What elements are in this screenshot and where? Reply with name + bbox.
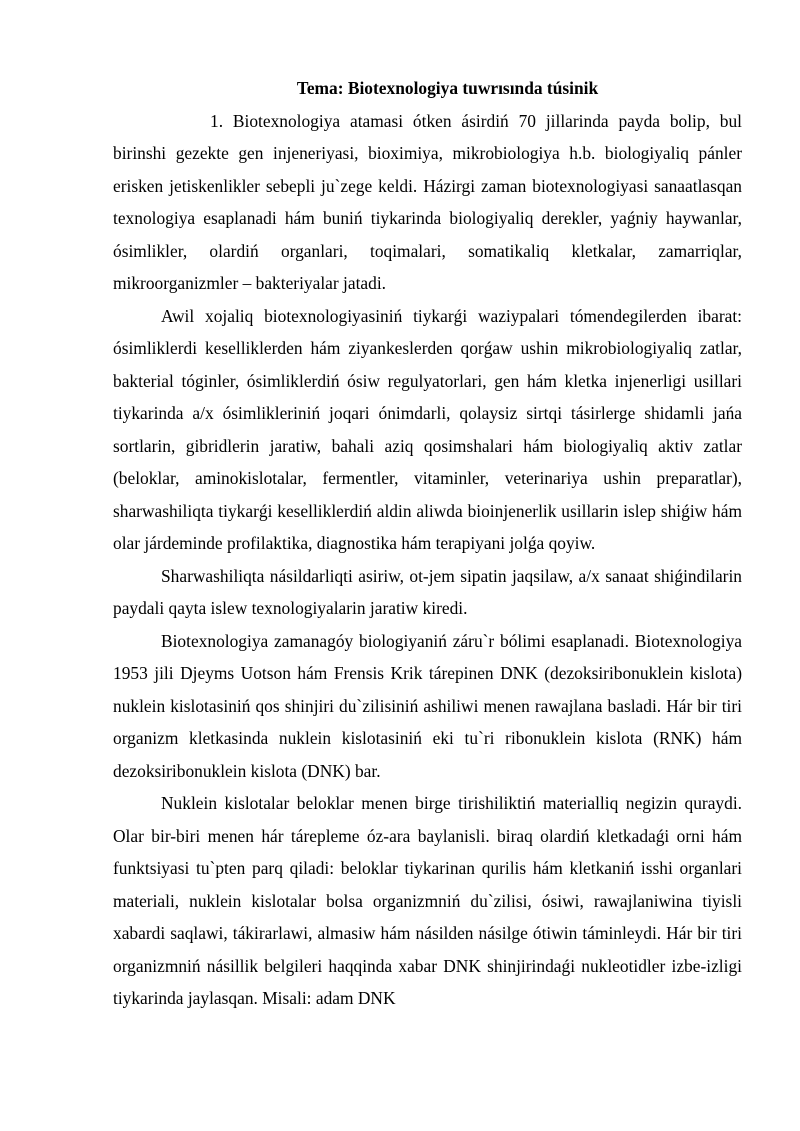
paragraph-history-dna: Biotexnologiya zamanagóy biologiyaniń záru`r bólimi esaplanadi. Biotexnologiya 1953 jili Djeyms Uotson hám Frensis Krik tárepinen DNK (dezoksiribonuklein kislota) nuklein kislotasiniń qos shinjiri du`zilisiniń ashiliwi menen rawajlana basladi. Hár bir tiri organizm kletkasinda nuklein kislotasiniń eki tu`ri ribonuklein kislota (RNK) hám dezoksiribonuklein kislota (DNK) bar. <box>113 630 742 781</box>
document-page <box>113 72 742 1015</box>
document-title: Tema: Biotexnologiya tuwrısında túsinik <box>296 78 599 98</box>
paragraph-livestock: Sharwashiliqta násildarliqti asiriw, ot-jem sipatin jaqsilaw, a/x sanaat shiǵindilarin paydali qayta islew texnologiyalarin jaratiw kiredi. <box>113 565 742 618</box>
paragraph-intro: 1. Biotexnologiya atamasi ótken ásirdiń 70 jillarinda payda bolip, bul birinshi gezekte gen injeneriyasi, bioximiya, mikrobiologiya h.b. biologiyaliq pánler erisken jetiskenlikler sebepli ju`zege keldi. Házirgi zaman biotexnologiyasi sanaatlasqan texnologiya esaplanadi hám buniń tiykarinda biologiyaliq derekler, yaǵniy haywanlar, ósimlikler, olardiń organlari, toqimalari, somatikaliq kletkalar, zamarriqlar, mikroorganizmler – bakteriyalar jatadi. <box>113 110 742 293</box>
paragraph-nucleic-acids: Nuklein kislotalar beloklar menen birge tirishiliktiń materialliq negizin quraydi. Olar bir-biri menen hár tárepleme óz-ara baylanisli. biraq olardiń kletkadaǵi orni hám funktsiyasi tu`pten parq qiladi: beloklar tiykarinan qurilis hám kletkaniń isshi organlari materiali, nuklein kislotalar bolsa organizmniń du`zilisi, ósiwi, rawajlaniwina tiyisli xabardi saqlawi, tákirarlawi, almasiw hám násilden násilge ótiwin táminleydi. Hár bir tiri organizmniń násillik belgileri haqqinda xabar DNK shinjirindaǵi nukleotidler izbe-izligi tiykarinda jaylasqan. Misali: adam DNK <box>113 793 742 1008</box>
paragraph-agriculture-tasks: Awil xojaliq biotexnologiyasiniń tiykarǵi waziypalari tómendegilerden ibarat: ósimliklerdi keselliklerden hám ziyankeslerden qorǵaw ushin mikrobiologiyaliq zatlar, bakterial tóginler, ósimliklerdiń ósiw regulyatorlari, gen hám kletka injenerligi usillari tiykarinda a/x ósimlikleriniń joqari ónimdarli, qolaysiz sirtqi tásirlerge shidamli jańa sortlarin, gibridlerin jaratiw, bahali aziq qosimshalari hám biologiyaliq aktiv zatlar (beloklar, aminokislotalar, fermentler, vitaminler, veterinariya ushin preparatlar), sharwashiliqta tiykarǵi keselliklerdiń aldin aliwda bioinjenerlik usillarin islep shiǵiw hám olar járdeminde profilaktika, diagnostika hám terapiyani jolǵa qoyiw. <box>113 305 742 553</box>
